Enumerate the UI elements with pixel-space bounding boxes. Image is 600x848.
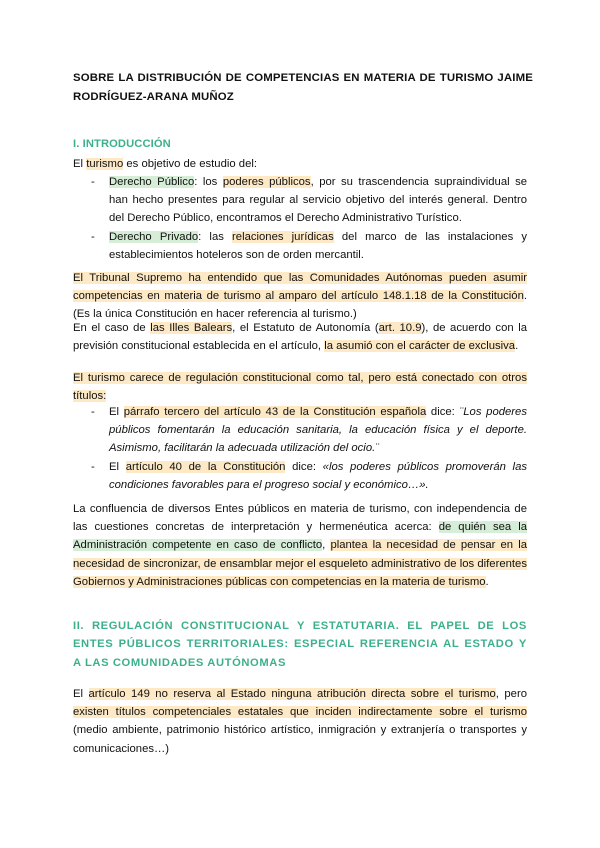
illes-balears-paragraph: En el caso de las Illes Balears, el Estatuto de Autonomía (art. 10.9), de acuerdo con la previsión constitucional establecida en el artículo, la asumió con el carácter de exclusiva. (73, 322, 527, 353)
confluencia-paragraph: La confluencia de diversos Entes públicos en materia de turismo, con independencia de las cuestiones concretas de interpretación y hermenéutica acerca: de quién sea la Administración competente en caso de conflicto, plantea la necesidad de pensar en la necesidad de sincronizar, de ensamblar mejor el esqueleto administrativo de los diferentes Gobiernos y Administraciones públicas con competencias en la materia de turismo. (73, 503, 527, 588)
derecho-list (73, 173, 527, 264)
section-heading-introduccion: I. INTRODUCCIÓN (73, 138, 171, 150)
list-item: - Derecho Público: los poderes públicos, por su trascendencia supraindividual se han hecho presentes para regular al servicio objetivo del interés general. Dentro del Derecho Público, encontramos el Derecho Administrativo Turístico. (91, 176, 528, 225)
articulo-149-paragraph: El artículo 149 no reserva al Estado ninguna atribución directa sobre el turismo, pero existen títulos competenciales estatales que inciden indirectamente sobre el turismo (medio ambiente, patrimonio histórico artístico, inmigración y extranjería o transportes y comunicaciones…) (73, 688, 527, 755)
tribunal-paragraph: El Tribunal Supremo ha entendido que las Comunidades Autónomas pueden asumir competencias en materia de turismo al amparo del artículo 148.1.18 de la Constitución. (Es la única Constitución en hacer referencia al turismo.) (73, 272, 527, 321)
constitution-list (73, 403, 527, 494)
list-item: - El párrafo tercero del artículo 43 de la Constitución española dice: ¨Los poderes públicos fomentarán la educación sanitaria, la educación física y el deporte. Asimismo, facilitarán la adecuada utilización del ocio.¨ (91, 406, 527, 455)
list-item: - Derecho Privado: las relaciones jurídicas del marco de las instalaciones y establecimientos hoteleros son de orden mercantil. (91, 230, 528, 261)
intro-paragraph: El turismo es objetivo de estudio del: (73, 158, 258, 170)
section-heading-regulacion: II. REGULACIÓN CONSTITUCIONAL Y ESTATUTARIA. EL PAPEL DE LOS ENTES PÚBLICOS TERRITORIALES: ESPECIAL REFERENCIA AL ESTADO Y A LAS COMUNIDADES AUTÓNOMAS (73, 620, 527, 669)
document-title: SOBRE LA DISTRIBUCIÓN DE COMPETENCIAS EN MATERIA DE TURISMO JAIME RODRÍGUEZ-ARANA MUÑOZ (73, 72, 533, 103)
list-item: - El artículo 40 de la Constitución dice: «los poderes públicos promoverán las condiciones favorables para el progreso social y económico…». (91, 460, 527, 491)
regulation-paragraph: El turismo carece de regulación constitucional como tal, pero está conectado con otros títulos: (73, 372, 527, 403)
